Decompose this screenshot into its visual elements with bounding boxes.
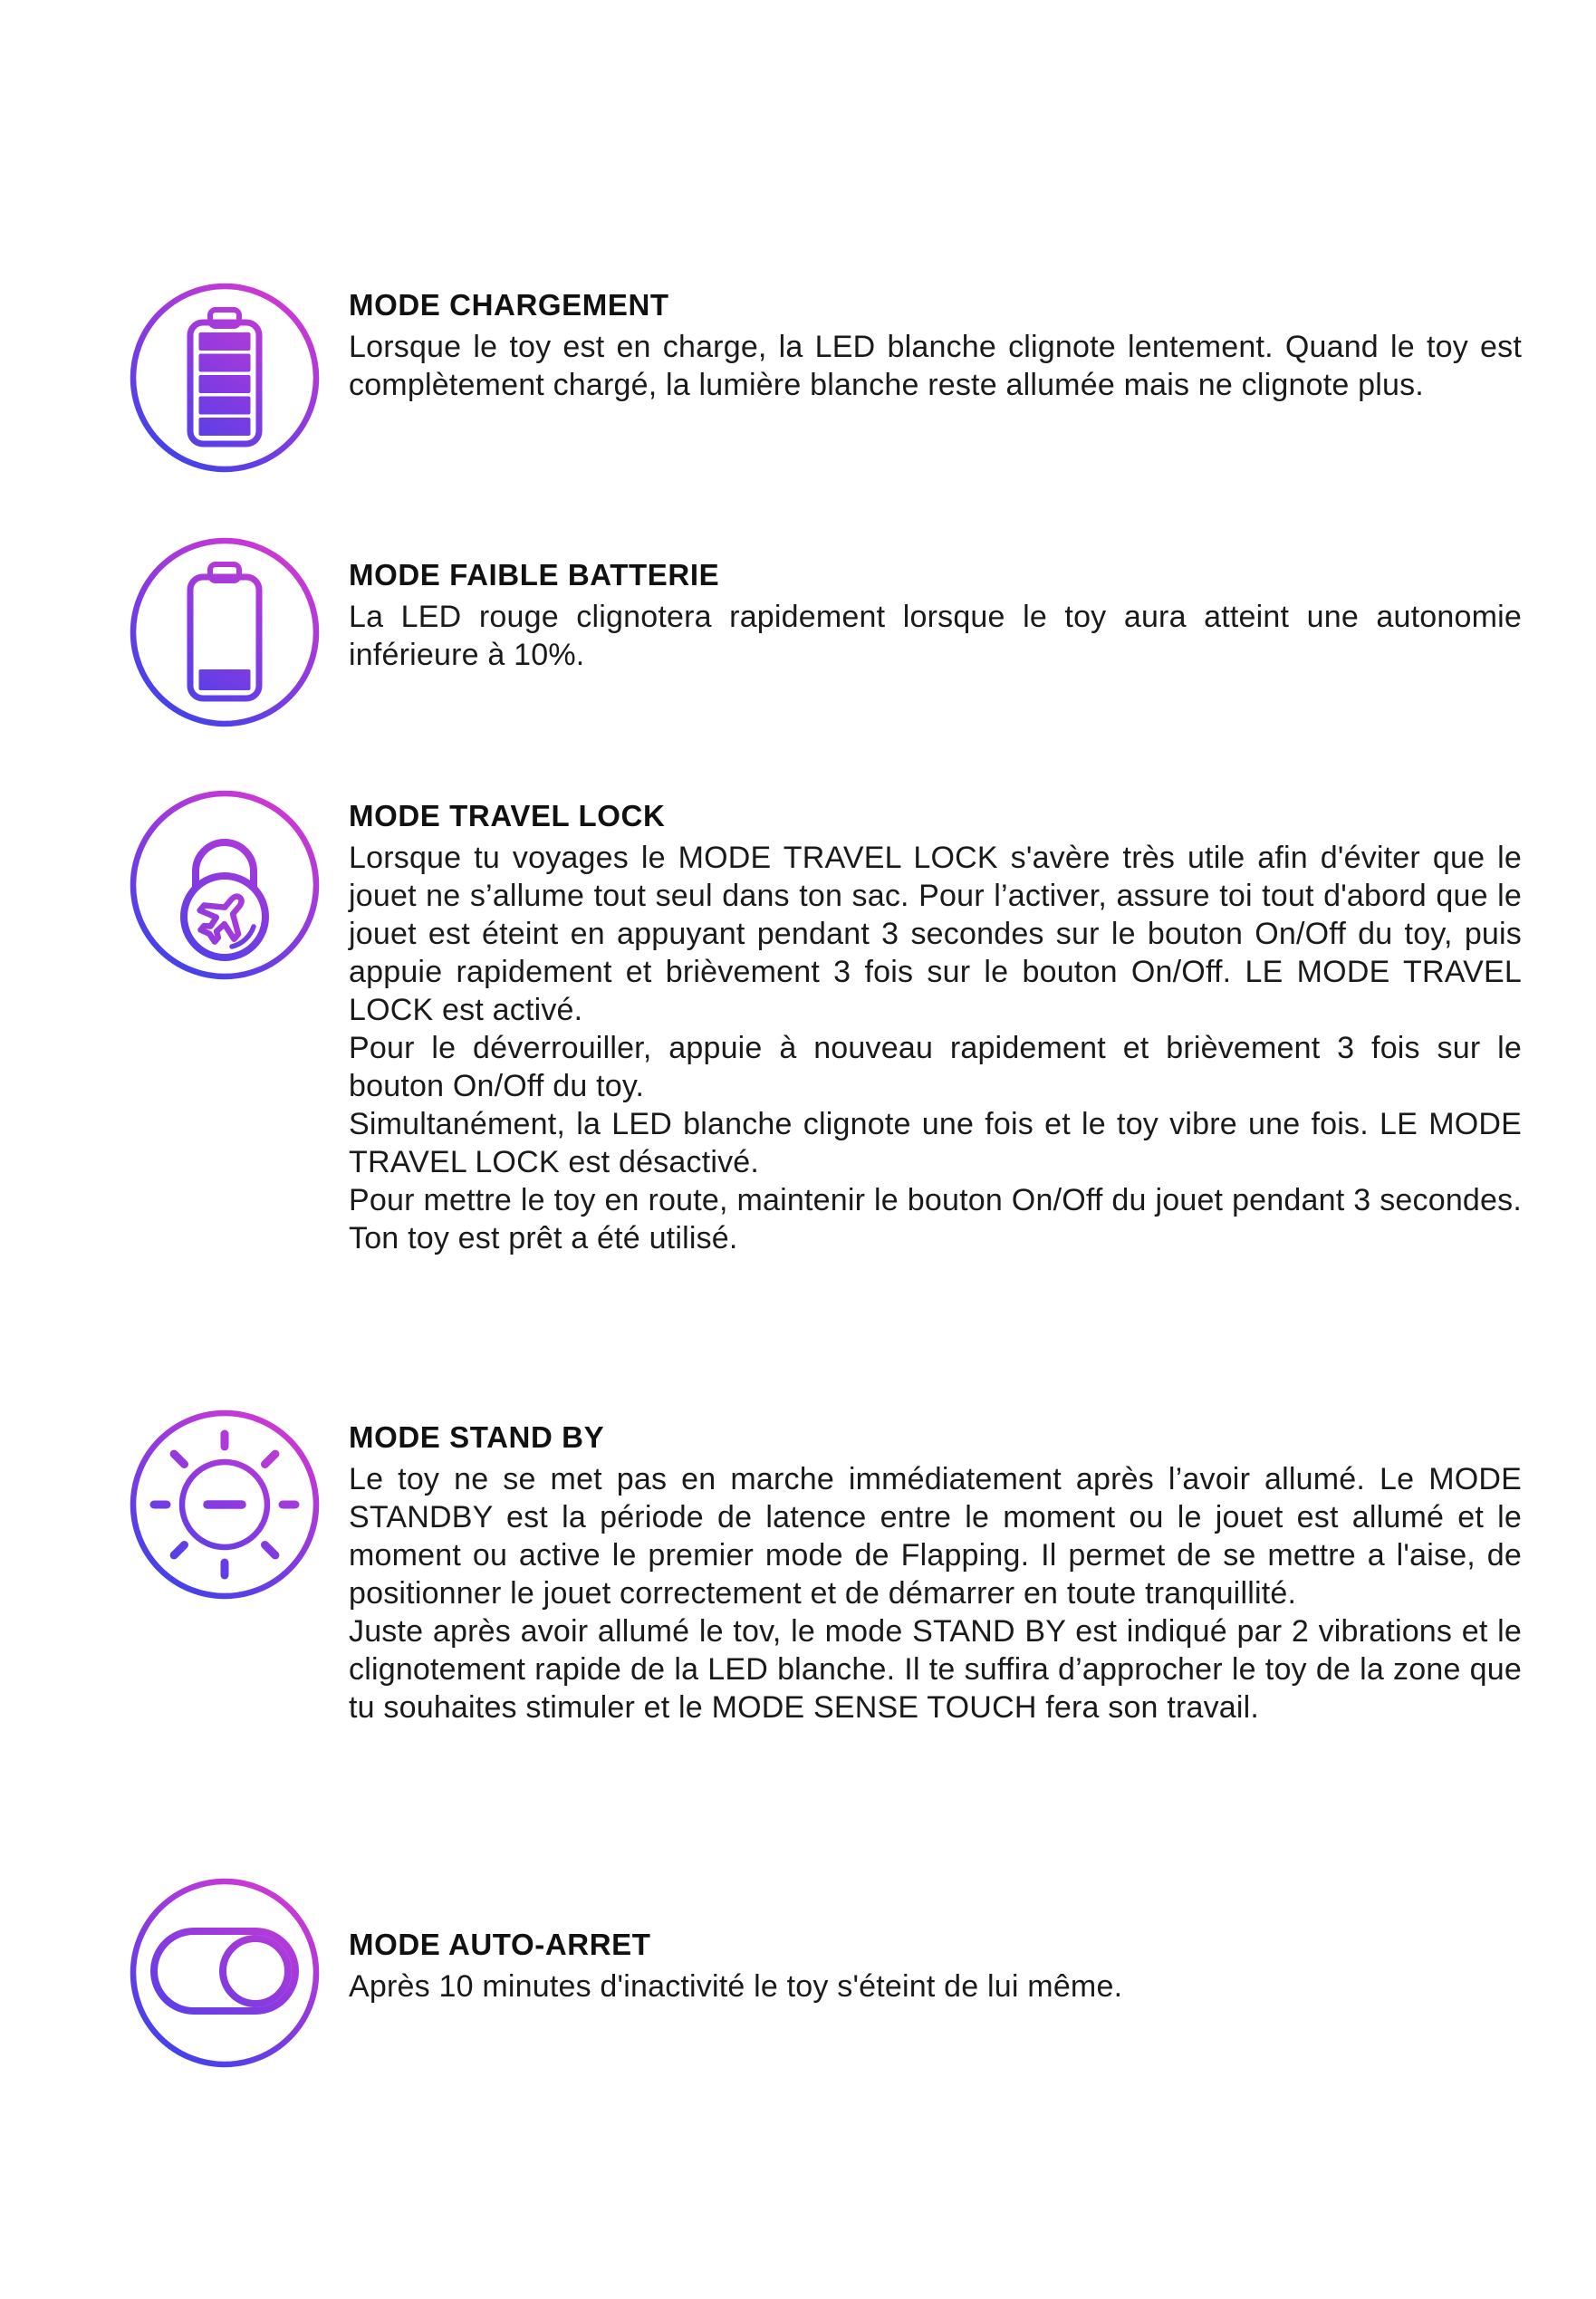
paragraph: Après 10 minutes d'inactivité le toy s'éteint de lui même.	[349, 1969, 1123, 2004]
paragraph: Pour mettre le toy en route, maintenir le bouton On/Off du jouet pendant 3 secondes. Ton toy est prêt a été utilisé.	[349, 1183, 1522, 1255]
battery-charging-icon	[130, 283, 320, 473]
section-title: MODE CHARGEMENT	[349, 288, 669, 322]
toggle-switch-icon	[130, 1878, 320, 2068]
section-body	[349, 839, 1522, 1257]
paragraph: Lorsque tu voyages le MODE TRAVEL LOCK s'avère très utile afin d'éviter que le jouet ne s’allume tout seul dans ton sac. Pour l’activer, assure toi tout d'abord que le jouet est éteint en appuyant pendant 3 secondes sur le bouton On/Off du toy, puis appuie rapidement et brièvement 3 fois sur le bouton On/Off. LE MODE TRAVEL LOCK est activé.	[349, 841, 1522, 1027]
paragraph: Juste après avoir allumé le tov, le mode STAND BY est indiqué par 2 vibrations et le clignotement rapide de la LED blanche. Il te suffira d’approcher le toy de la zone que tu souhaites stimuler et le MODE SENSE TOUCH fera son travail.	[349, 1614, 1522, 1725]
section-body	[349, 598, 1522, 674]
standby-sun-icon	[130, 1409, 320, 1600]
section-body	[349, 1967, 1522, 2006]
section-title: MODE TRAVEL LOCK	[349, 799, 666, 832]
paragraph: Simultanément, la LED blanche clignote une fois et le toy vibre une fois. LE MODE TRAVEL LOCK est désactivé.	[349, 1107, 1522, 1179]
section-body	[349, 1460, 1522, 1727]
section-title: MODE AUTO-ARRET	[349, 1928, 651, 1961]
travel-lock-icon	[130, 790, 320, 980]
paragraph: Pour le déverrouiller, appuie à nouveau rapidement et brièvement 3 fois sur le bouton On/Off du toy.	[349, 1031, 1522, 1103]
paragraph: La LED rouge clignotera rapidement lorsque le toy aura atteint une autonomie inférieure à 10%.	[349, 600, 1522, 672]
paragraph: Lorsque le toy est en charge, la LED blanche clignote lentement. Quand le toy est complètement chargé, la lumière blanche reste allumée mais ne clignote plus.	[349, 330, 1522, 402]
section-title: MODE STAND BY	[349, 1420, 605, 1454]
paragraph: Le toy ne se met pas en marche immédiatement après l’avoir allumé. Le MODE STANDBY est la période de latence entre le moment ou le jouet est allumé et le moment ou active le premier mode de Flapping. Il permet de se mettre a l'aise, de positionner le jouet correctement et de démarrer en toute tranquillité.	[349, 1462, 1522, 1611]
section-title: MODE FAIBLE BATTERIE	[349, 558, 720, 592]
section-body	[349, 328, 1522, 404]
battery-low-icon	[130, 537, 320, 727]
